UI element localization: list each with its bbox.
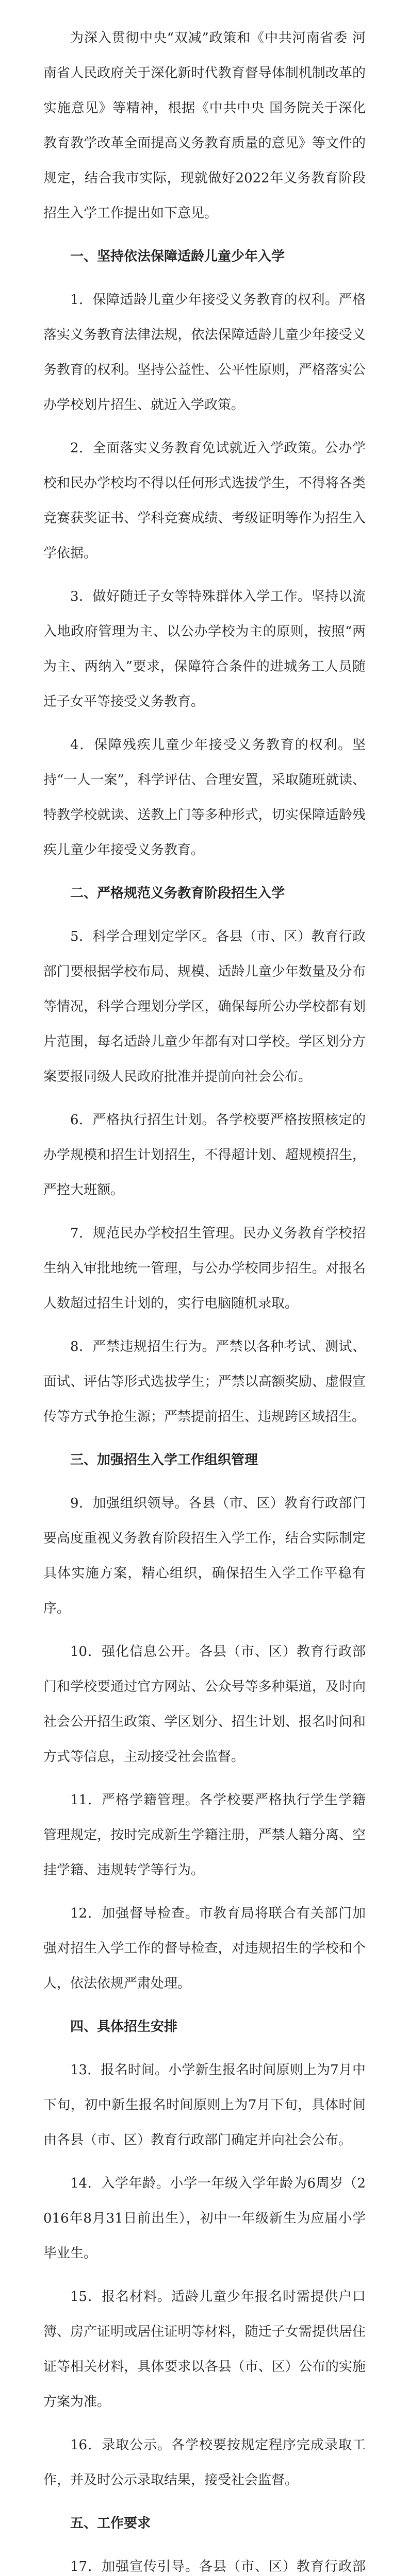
paragraph: 8．严禁违规招生行为。严禁以各种考试、测试、面试、评估等形式选拔学生；严禁以高额奖励、虚假宣传等方式争抢生源；严禁提前招生、违规跨区域招生。: [43, 1339, 366, 1425]
paragraph: 13．报名时间。小学新生报名时间原则上为7月中下旬，初中新生报名时间原则上为7月下旬，具体时间由各县（市、区）教育行政部门确定并向社会公布。: [43, 2062, 366, 2148]
paragraph: 7．规范民办学校招生管理。民办义务教育学校招生纳入审批地统一管理，与公办学校同步招生。对报名人数超过招生计划的，实行电脑随机录取。: [43, 1226, 366, 1311]
paragraph: 5．科学合理划定学区。各县（市、区）教育行政部门要根据学校布局、规模、适龄儿童少年数量及分布等情况，科学合理划分学区，确保每所公办学校都有划片范围，每名适龄儿童少年都有对口学校。学区划分方案要报同级人民政府批准并提前向社会公布。: [43, 929, 366, 1084]
section-heading-3: 三、加强招生入学工作组织管理: [70, 1452, 258, 1468]
section-heading-4: 四、具体招生安排: [70, 2019, 178, 2035]
paragraph: 10．强化信息公开。各县（市、区）教育行政部门和学校要通过官方网站、公众号等多种渠道，及时向社会公开招生政策、学区划分、招生计划、报名时间和方式等信息，主动接受社会监督。: [43, 1644, 366, 1765]
paragraph: 9．加强组织领导。各县（市、区）教育行政部门要高度重视义务教育阶段招生入学工作，结合实际制定具体实施方案，精心组织，确保招生入学工作平稳有序。: [43, 1496, 366, 1616]
paragraph: 16．录取公示。各学校要按规定程序完成录取工作，并及时公示录取结果，接受社会监督。: [43, 2437, 366, 2488]
intro-paragraph: 为深入贯彻中央“双减”政策和《中共河南省委 河南省人民政府关于深化新时代教育督导体制机制改革的实施意见》等精神，根据《中共中央 国务院关于深化教育教学改革全面提高义务教育质量的意见》等文件的规定，结合我市实际，现就做好2022年义务教育阶段招生入学工作提出如下意见。: [43, 30, 366, 221]
paragraph: 12．加强督导检查。市教育局将联合有关部门加强对招生入学工作的督导检查，对违规招生的学校和个人，依法依规严肃处理。: [43, 1906, 366, 1991]
paragraph: 15．报名材料。适龄儿童少年报名时需提供户口簿、房产证明或居住证明等材料，随迁子女需提供居住证等相关材料，具体要求以各县（市、区）公布的实施方案为准。: [43, 2289, 366, 2410]
paragraph: 1．保障适龄儿童少年接受义务教育的权利。严格落实义务教育法律法规，依法保障适龄儿童少年接受义务教育的权利。坚持公益性、公平性原则，严格落实公办学校划片招生、就近入学政策。: [43, 292, 366, 413]
paragraph: 14．入学年龄。小学一年级入学年龄为6周岁（2016年8月31日前出生），初中一年级新生为应届小学毕业生。: [43, 2176, 366, 2261]
paragraph: 2．全面落实义务教育免试就近入学政策。公办学校和民办学校均不得以任何形式选拔学生，不得将各类竞赛获奖证书、学科竞赛成绩、考级证明等作为招生入学依据。: [43, 440, 366, 561]
paragraph: 17．加强宣传引导。各县（市、区）教育行政部: [70, 2559, 366, 2574]
section-heading-2: 二、严格规范义务教育阶段招生入学: [70, 886, 285, 901]
paragraph: 11．严格学籍管理。各学校要严格执行学生学籍管理规定，按时完成新生学籍注册，严禁人籍分离、空挂学籍、违规转学等行为。: [43, 1792, 366, 1878]
paragraph: 6．严格执行招生计划。各学校要严格按照核定的办学规模和招生计划招生，不得超计划、超规模招生，严控大班额。: [43, 1112, 366, 1198]
section-heading-5: 五、工作要求: [70, 2516, 151, 2531]
paragraph: 4．保障残疾儿童少年接受义务教育的权利。坚持“一人一案”，科学评估、合理安置，采取随班就读、特教学校就读、送教上门等多种形式，切实保障适龄残疾儿童少年接受义务教育。: [43, 737, 366, 858]
paragraph: 3．做好随迁子女等特殊群体入学工作。坚持以流入地政府管理为主、以公办学校为主的原则，按照“两为主、两纳入”要求，保障符合条件的进城务工人员随迁子女平等接受义务教育。: [43, 589, 366, 709]
section-heading-1: 一、坚持依法保障适龄儿童少年入学: [70, 249, 285, 264]
